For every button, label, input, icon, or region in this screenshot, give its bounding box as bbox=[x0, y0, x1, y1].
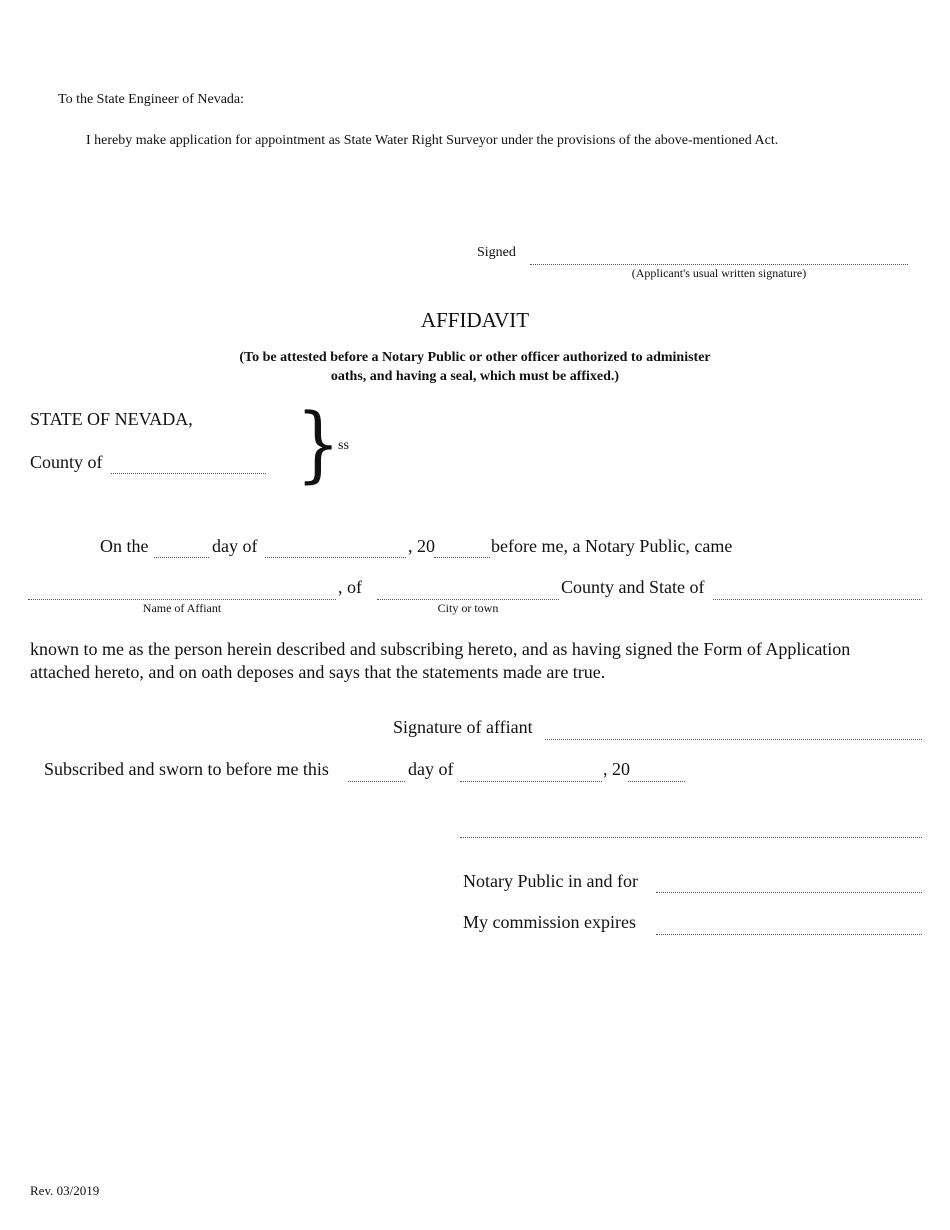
county-field[interactable] bbox=[111, 473, 266, 474]
commission-expires-field[interactable] bbox=[656, 934, 922, 935]
sworn-day-of-label: day of bbox=[408, 759, 454, 779]
commission-expires-label: My commission expires bbox=[463, 912, 636, 932]
affiant-signature-field[interactable] bbox=[545, 739, 922, 740]
signature-of-affiant-label: Signature of affiant bbox=[393, 717, 533, 737]
applicant-signature-field[interactable] bbox=[530, 264, 908, 265]
body-text-line2: attached hereto, and on oath deposes and says that the statements made are true. bbox=[30, 662, 606, 682]
body-text-line1: known to me as the person herein described and subscribing hereto, and as having signed the Form of Application bbox=[30, 639, 851, 659]
state-of-nevada: STATE OF NEVADA, bbox=[30, 409, 193, 429]
before-me-label: before me, a Notary Public, came bbox=[491, 536, 733, 556]
notary-county-field[interactable] bbox=[656, 892, 922, 893]
affidavit-subtitle-line2: oaths, and having a seal, which must be affixed.) bbox=[330, 369, 620, 384]
day-of-label: day of bbox=[212, 536, 258, 556]
county-state-field[interactable] bbox=[713, 599, 922, 600]
sworn-year-prefix: , 20 bbox=[603, 759, 630, 779]
revision-label: Rev. 03/2019 bbox=[30, 1183, 100, 1198]
city-or-town-caption: City or town bbox=[437, 601, 499, 615]
venue-brace: } bbox=[296, 397, 341, 492]
affiant-name-field[interactable] bbox=[28, 599, 336, 600]
name-of-affiant-caption: Name of Affiant bbox=[142, 601, 222, 615]
subscribed-sworn-label: Subscribed and sworn to before me this bbox=[44, 759, 329, 779]
city-field[interactable] bbox=[377, 599, 559, 600]
application-statement: I hereby make application for appointment as State Water Right Surveyor under the provisions of the above-mentioned Act. bbox=[86, 133, 779, 148]
of-label: , of bbox=[338, 577, 362, 597]
signed-label: Signed bbox=[477, 245, 516, 260]
sworn-year-field[interactable] bbox=[628, 781, 685, 782]
addressee-line: To the State Engineer of Nevada: bbox=[58, 92, 245, 107]
day-field[interactable] bbox=[154, 557, 209, 558]
affidavit-title: AFFIDAVIT bbox=[420, 308, 530, 332]
notary-public-label: Notary Public in and for bbox=[463, 871, 638, 891]
year-prefix: , 20 bbox=[408, 536, 435, 556]
ss-label: ss bbox=[338, 438, 349, 453]
county-of-label: County of bbox=[30, 452, 103, 472]
on-the-label: On the bbox=[100, 536, 149, 556]
month-field[interactable] bbox=[265, 557, 406, 558]
notary-signature-field[interactable] bbox=[460, 837, 922, 838]
affidavit-subtitle-line1: (To be attested before a Notary Public or other officer authorized to administer bbox=[239, 350, 711, 365]
county-state-label: County and State of bbox=[561, 577, 705, 597]
applicant-signature-caption: (Applicant's usual written signature) bbox=[631, 266, 807, 280]
year-field[interactable] bbox=[434, 557, 490, 558]
sworn-month-field[interactable] bbox=[460, 781, 602, 782]
sworn-day-field[interactable] bbox=[348, 781, 405, 782]
